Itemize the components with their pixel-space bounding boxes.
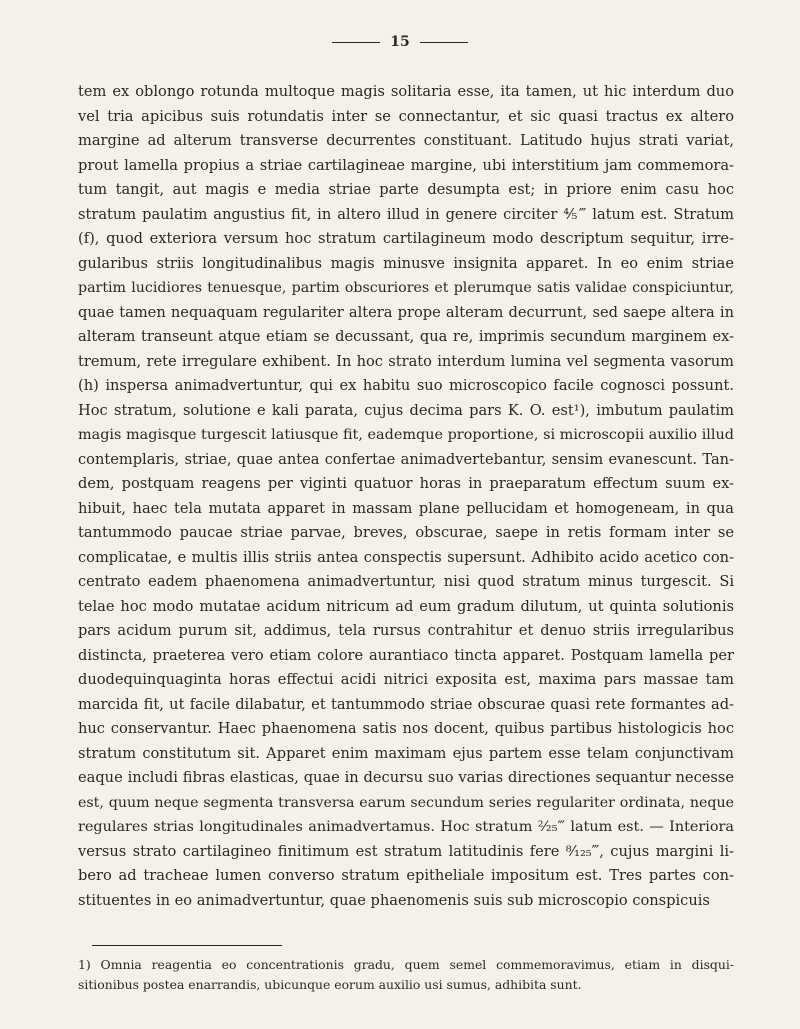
text-line: telae hoc modo mutatae acidum nitricum ad eum gradum dilutum, ut quinta solutionis [78, 597, 734, 615]
text-line: quae tamen nequaquam regulariter altera prope alteram decurrunt, sed saepe altera in [78, 303, 734, 321]
footnote [78, 955, 734, 995]
text-line: vel tria apicibus suis rotundatis inter se connectantur, et sic quasi tractus ex altero [78, 107, 734, 125]
main-text [78, 80, 734, 913]
text-line: tum tangit, aut magis e media striae parte desumpta est; in priore enim casu hoc [78, 181, 734, 198]
text-line: tantummodo paucae striae parvae, breves, obscurae, saepe in retis formam inter se [78, 524, 734, 541]
header-rule-left [332, 42, 380, 43]
text-line: pars acidum purum sit, addimus, tela rursus contrahitur et denuo striis irregularibus [78, 622, 734, 639]
text-line: (h) inspersa animadvertuntur, qui ex habitu suo microscopico facile cognosci possunt. [78, 377, 734, 394]
text-line: complicatae, e multis illis striis antea conspectis supersunt. Adhibito acido acetico con- [78, 548, 734, 566]
text-line: gularibus striis longitudinalibus magis minusve insignita apparet. In eo enim striae [78, 254, 734, 272]
text-line: contemplaris, striae, quae antea confertae animadvertebantur, sensim evanescunt. Tan- [78, 450, 734, 468]
text-line: Hoc stratum, solutione e kali parata, cujus decima pars K. O. est¹), imbutum paulatim [78, 401, 734, 419]
text-line: tremum, rete irregulare exhibent. In hoc strato interdum lumina vel segmenta vasorum [78, 352, 734, 370]
text-line: stituentes in eo animadvertuntur, quae phaenomenis suis sub microscopio conspicuis [78, 891, 710, 909]
text-line: dem, postquam reagens per viginti quatuor horas in praeparatum effectum suum ex- [78, 475, 734, 492]
text-line: alteram transeunt atque etiam se decussant, qua re, imprimis secundum marginem ex- [78, 328, 734, 345]
text-line: bero ad tracheae lumen converso stratum epitheliale impositum est. Tres partes con- [78, 867, 734, 884]
text-line: versus strato cartilagineo finitimum est stratum latitudinis fere ⁸⁄₁₂₅‴, cujus margini li- [78, 842, 734, 860]
text-line: huc conservantur. Haec phaenomena satis nos docent, quibus partibus histologicis hoc [78, 720, 734, 737]
text-line: distincta, praeterea vero etiam colore aurantiaco tincta apparet. Postquam lamella per [78, 646, 734, 664]
text-line: hibuit, haec tela mutata apparet in massam plane pellucidam et homogeneam, in qua [78, 499, 734, 517]
footnote-line: 1) Omnia reagentia eo concentrationis gradu, quem semel commemoravimus, etiam in disqui- [78, 957, 734, 972]
text-line: centrato eadem phaenomena animadvertuntur, nisi quod stratum minus turgescit. Si [78, 573, 734, 590]
text-line: prout lamella propius a striae cartilagineae margine, ubi interstitium jam commemora- [78, 156, 734, 174]
text-line: stratum constitutum sit. Apparet enim maximam ejus partem esse telam conjunctivam [78, 744, 734, 762]
page-number: 15 [390, 34, 410, 50]
footnote-line: sitionibus postea enarrandis, ubicunque eorum auxilio usi sumus, adhibita sunt. [78, 977, 582, 992]
text-line: marcida fit, ut facile dilabatur, et tantummodo striae obscurae quasi rete formantes ad- [78, 695, 734, 713]
header-rule-right [420, 42, 468, 43]
page-header [0, 33, 800, 51]
text-line: tem ex oblongo rotunda multoque magis solitaria esse, ita tamen, ut hic interdum duo [78, 83, 734, 100]
text-line: regulares strias longitudinales animadvertamus. Hoc stratum ²⁄₂₅‴ latum est. — Interiora [78, 819, 734, 835]
text-line: eaque includi fibras elasticas, quae in decursu suo varias directiones sequantur necesse [78, 769, 734, 786]
footnote-divider [92, 945, 282, 946]
text-line: (f), quod exteriora versum hoc stratum cartilagineum modo descriptum sequitur, irre- [78, 230, 734, 247]
text-line: duodequinquaginta horas effectui acidi nitrici exposita est, maxima pars massae tam [78, 671, 734, 688]
text-line: magis magisque turgescit latiusque fit, eademque proportione, si microscopii auxilio illud [78, 427, 734, 443]
text-line: est, quum neque segmenta transversa earum secundum series regulariter ordinata, neque [78, 794, 734, 811]
text-line: margine ad alterum transverse decurrentes constituant. Latitudo hujus strati variat, [78, 132, 734, 149]
text-line: stratum paulatim angustius fit, in altero illud in genere circiter ⅘‴ latum est. Stratum [78, 205, 734, 223]
text-line: partim lucidiores tenuesque, partim obscuriores et plerumque satis validae conspiciuntur, [78, 280, 734, 296]
